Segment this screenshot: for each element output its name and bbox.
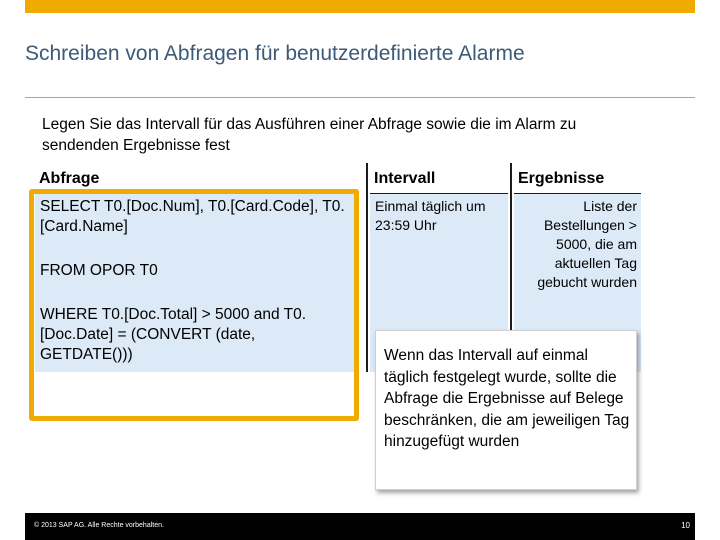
header-query: Abfrage xyxy=(35,166,357,194)
footer-bar xyxy=(25,513,695,540)
header-results: Ergebnisse xyxy=(514,166,641,194)
copyright-text: © 2013 SAP AG. Alle Rechte vorbehalten. xyxy=(34,522,164,529)
title-divider xyxy=(25,97,695,98)
interval-value: Einmal täglich um 23:59 Uhr xyxy=(375,198,486,233)
query-highlight-frame xyxy=(29,189,359,421)
query-where-line: WHERE T0.[Doc.Total] > 5000 and T0.[Doc.Date] = (CONVERT (date, GETDATE())) xyxy=(40,306,307,363)
callout-text: Wenn das Intervall auf einmal täglich festgelegt wurde, sollte die Abfrage die Ergebnisse auf Belege beschränken, die am jeweiligen Tag hinzugefügt wurden xyxy=(384,347,630,450)
query-from-line: FROM OPOR T0 xyxy=(40,262,158,279)
top-accent-bar xyxy=(25,0,695,13)
page-number: 10 xyxy=(681,521,690,530)
query-select-line: SELECT T0.[Doc.Num], T0.[Card.Code], T0.[Card.Name] xyxy=(40,198,345,235)
header-interval: Intervall xyxy=(370,166,508,194)
slide-subtitle: Legen Sie das Intervall für das Ausführen einer Abfrage sowie die im Alarm zu sendenden Ergebnisse fest xyxy=(42,116,577,154)
column-separator xyxy=(366,163,368,372)
callout-box xyxy=(375,330,637,490)
slide-title: Schreiben von Abfragen für benutzerdefinierte Alarme xyxy=(25,42,525,65)
results-value: Liste der Bestellungen > 5000, die am aktuellen Tag gebucht wurden xyxy=(537,198,637,290)
